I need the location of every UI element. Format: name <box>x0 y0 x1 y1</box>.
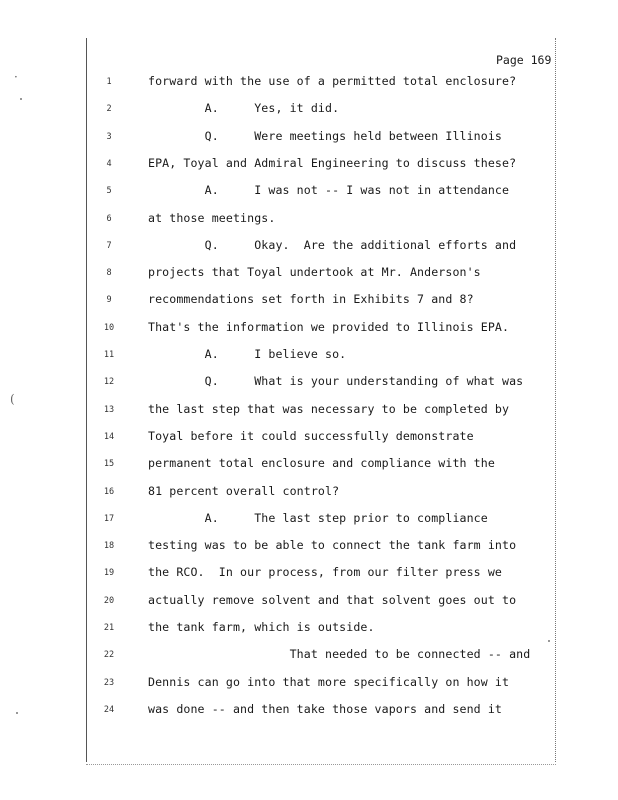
line-number: 16 <box>103 486 115 497</box>
transcript-line: Q. What is your understanding of what was <box>148 374 524 389</box>
transcript-line: was done -- and then take those vapors and send it <box>148 701 503 716</box>
line-number: 9 <box>106 295 112 306</box>
line-number: 6 <box>106 213 112 224</box>
transcript-line: A. I believe so. <box>148 347 347 361</box>
line-number: 24 <box>103 704 115 715</box>
transcript-line: EPA, Toyal and Admiral Engineering to discuss these? <box>148 155 517 170</box>
transcript-line: actually remove solvent and that solvent goes out to <box>148 592 517 607</box>
line-number: 14 <box>103 431 115 442</box>
line-number: 18 <box>103 541 115 552</box>
line-number: 4 <box>106 158 112 169</box>
transcript-line: That needed to be connected -- and <box>148 647 531 662</box>
line-number: 23 <box>103 677 115 688</box>
transcript-line: testing was to be able to connect the tank farm into <box>148 538 517 553</box>
line-number: 20 <box>103 595 115 606</box>
line-number: 2 <box>106 104 112 115</box>
transcript-line: the last step that was necessary to be completed by <box>148 401 510 416</box>
line-number: 21 <box>103 623 115 633</box>
transcript-line: Toyal before it could successfully demonstrate <box>148 428 474 443</box>
transcript-line: Q. Okay. Are the additional efforts and <box>148 237 517 252</box>
transcript-line: forward with the use of a permitted total enclosure? <box>148 74 517 88</box>
transcript-line: 81 percent overall control? <box>148 483 340 498</box>
transcript-line: A. The last step prior to compliance <box>148 510 488 525</box>
left-margin-rule <box>86 38 87 762</box>
transcript-line: projects that Toyal undertook at Mr. Anderson's <box>148 265 481 280</box>
line-number: 19 <box>103 568 115 579</box>
transcript-line: recommendations set forth in Exhibits 7 and 8? <box>148 292 474 307</box>
line-number: 13 <box>103 404 115 415</box>
line-number: 22 <box>103 650 115 661</box>
right-margin-rule <box>555 38 556 762</box>
line-number: 5 <box>106 186 112 197</box>
transcript-line: permanent total enclosure and compliance with the <box>148 456 495 471</box>
transcript-line: the tank farm, which is outside. <box>148 620 375 634</box>
scan-artifact: · <box>14 70 18 84</box>
line-number: 1 <box>106 77 112 87</box>
scan-artifact: ( <box>10 392 15 406</box>
page-number: Page 169 <box>496 53 552 67</box>
transcript-line: A. I was not -- I was not in attendance <box>148 183 510 198</box>
transcript-line: A. Yes, it did. <box>148 101 340 116</box>
scan-artifact <box>16 712 18 714</box>
line-number: 12 <box>103 377 115 388</box>
line-number: 7 <box>106 240 112 251</box>
line-number: 3 <box>106 131 112 142</box>
footer-rule <box>86 764 556 765</box>
scan-artifact <box>20 98 22 100</box>
line-number: 15 <box>103 459 115 470</box>
transcript-line: at those meetings. <box>148 210 276 225</box>
transcript-line: That's the information we provided to Illinois EPA. <box>148 319 510 334</box>
transcript-line: the RCO. In our process, from our filter press we <box>148 565 503 580</box>
line-number: 11 <box>103 350 115 360</box>
line-number: 17 <box>103 513 115 524</box>
scan-artifact <box>548 640 550 642</box>
line-number: 8 <box>106 268 112 279</box>
transcript-line: Dennis can go into that more specifically on how it <box>148 674 510 689</box>
line-number: 10 <box>103 322 115 333</box>
transcript-line: Q. Were meetings held between Illinois <box>148 128 503 143</box>
